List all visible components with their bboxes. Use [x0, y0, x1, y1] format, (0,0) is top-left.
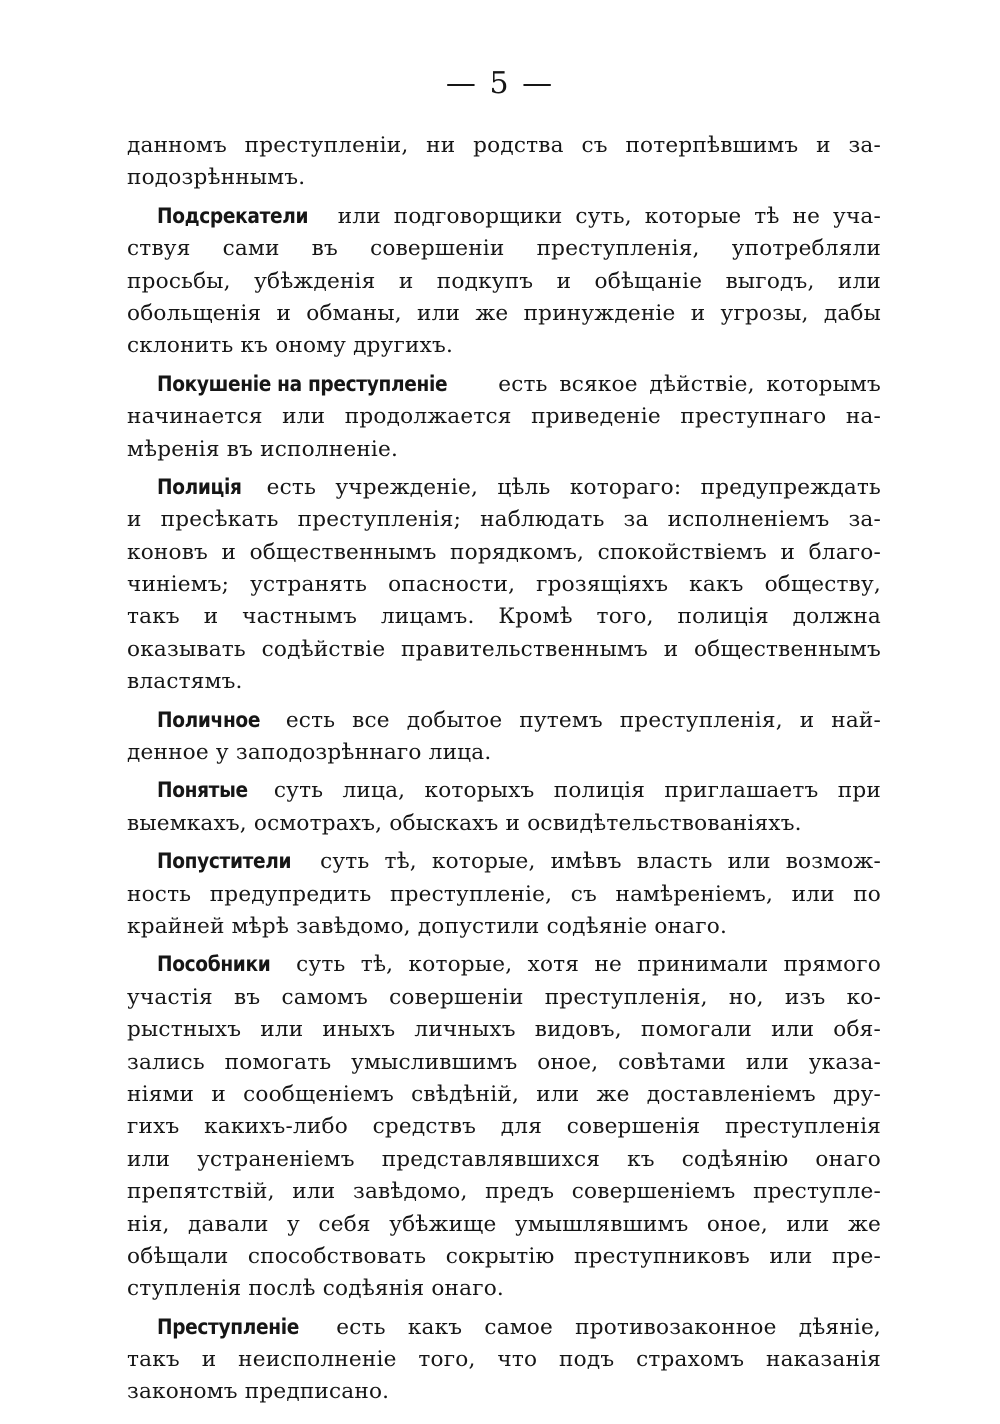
- text-line: такъ и частнымъ лицамъ. Кромѣ того, полиція должна: [127, 604, 881, 630]
- text-line: просьбы, убѣжденія и подкупъ и обѣщаніе выгодъ, или: [127, 268, 881, 294]
- term-heading: Понятые: [157, 778, 248, 804]
- paragraph-podsrekateli: [127, 201, 881, 363]
- term-heading: Преступленіе: [157, 1314, 300, 1340]
- paragraph-popustiteli: [127, 846, 881, 943]
- paragraph-policiya: [127, 472, 881, 699]
- text-fragment: есть все добытое путемъ преступленія, и най-: [268, 707, 881, 733]
- text-line: зались помогать умыслившимъ оное, совѣтами или указа-: [127, 1049, 881, 1075]
- text-fragment: суть лица, которыхъ полиція приглашаетъ при: [254, 778, 881, 804]
- text-line: начинается или продолжается приведеніе преступнаго на-: [127, 404, 881, 430]
- text-line: гихъ какихъ-либо средствъ для совершенія преступленія: [127, 1114, 881, 1140]
- text-line: закономъ предписано.: [127, 1379, 390, 1405]
- term-heading: Поличное: [157, 707, 261, 733]
- paragraph-prestuplenie: [127, 1312, 881, 1409]
- text-line-first: [127, 949, 881, 981]
- text-line: крайней мѣрѣ завѣдомо, допустили содѣяніе онаго.: [127, 913, 728, 939]
- text-line-first: [127, 775, 881, 807]
- text-fragment: суть тѣ, которые, хотя не принимали прямого: [280, 952, 881, 978]
- term-heading: Покушеніе на преступленіе: [157, 371, 448, 397]
- text-line-first: [127, 846, 881, 878]
- text-line: выемкахъ, осмотрахъ, обыскахъ и освидѣтельствованіяхъ.: [127, 810, 802, 836]
- text-line-first: [127, 369, 881, 401]
- text-fragment: есть всякое дѣйствіе, которымъ: [486, 371, 881, 397]
- text-line: подозрѣннымъ.: [127, 165, 306, 191]
- text-line: нія, давали у себя убѣжище умышлявшимъ оное, или же: [127, 1211, 881, 1237]
- page-number: — 5 —: [445, 66, 555, 101]
- text-line: мѣренія въ исполненіе.: [127, 436, 399, 462]
- term-heading: Полиція: [157, 474, 242, 500]
- text-line: ствуя сами въ совершеніи преступленія, употребляли: [127, 236, 881, 262]
- text-line: денное у заподозрѣннаго лица.: [127, 740, 492, 766]
- text-line-first: [127, 1312, 881, 1344]
- text-line-first: [127, 705, 881, 737]
- text-line-first: [127, 472, 881, 504]
- page-body: [127, 130, 881, 1409]
- text-line: обольщенія и обманы, или же принужденіе и угрозы, дабы: [127, 300, 881, 326]
- text-fragment: есть учрежденіе, цѣль котораго: предупреждать: [247, 474, 881, 500]
- text-line: или устраненіемъ представлявшихся къ содѣянію онаго: [127, 1146, 881, 1172]
- term-heading: Подсрекатели: [157, 203, 309, 229]
- paragraph-polichnoe: [127, 705, 881, 770]
- paragraph-posobniki: [127, 949, 881, 1305]
- paragraph-continuation: [127, 130, 881, 195]
- text-line: рыстныхъ или иныхъ личныхъ видовъ, помогали или обя-: [127, 1017, 881, 1043]
- text-line: чиніемъ; устранять опасности, грозящіяхъ какъ обществу,: [127, 572, 881, 598]
- text-fragment: или подговорщики суть, которые тѣ не уча-: [324, 203, 881, 229]
- text-line: ность предупредить преступленіе, съ намѣреніемъ, или по: [127, 881, 881, 907]
- text-line: обѣщали способствовать сокрытію преступниковъ или пре-: [127, 1243, 881, 1269]
- text-line: участія въ самомъ совершеніи преступленія, но, изъ ко-: [127, 984, 881, 1010]
- paragraph-pokushenie: [127, 369, 881, 466]
- text-fragment: суть тѣ, которые, имѣвъ власть или возмож-: [305, 849, 881, 875]
- text-line: препятствій, или завѣдомо, предъ совершеніемъ преступле-: [127, 1179, 881, 1205]
- text-line: ступленія послѣ содѣянія онаго.: [127, 1276, 504, 1302]
- text-line: склонить къ оному другихъ.: [127, 333, 454, 359]
- text-fragment: есть какъ самое противозаконное дѣяніе,: [314, 1314, 881, 1340]
- paragraph-ponyatye: [127, 775, 881, 840]
- text-line: ніями и сообщеніемъ свѣдѣній, или же доставленіемъ дру-: [127, 1081, 881, 1107]
- text-line: оказывать содѣйствіе правительственнымъ и общественнымъ: [127, 636, 881, 662]
- text-line: такъ и неисполненіе того, что подъ страхомъ наказанія: [127, 1347, 881, 1373]
- term-heading: Попустители: [157, 849, 292, 875]
- text-line-first: [127, 201, 881, 233]
- text-line: властямъ.: [127, 669, 243, 695]
- text-line: коновъ и общественнымъ порядкомъ, спокойствіемъ и благо-: [127, 539, 881, 565]
- text-line: данномъ преступленіи, ни родства съ потерпѣвшимъ и за-: [127, 133, 881, 158]
- text-line: и пресѣкать преступленія; наблюдать за исполненіемъ за-: [127, 507, 881, 533]
- term-heading: Пособники: [157, 952, 271, 978]
